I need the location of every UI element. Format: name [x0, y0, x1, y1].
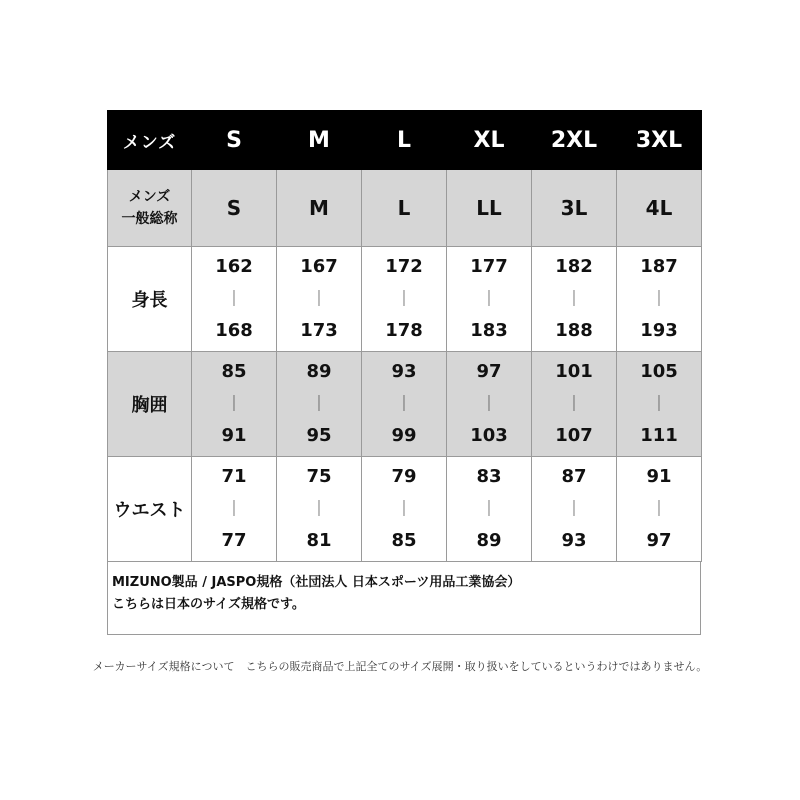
header-label: メンズ	[108, 111, 192, 170]
range-separator: ｜	[650, 289, 667, 308]
range-min: 93	[391, 361, 417, 382]
range-cell	[447, 247, 532, 352]
header-size: L	[362, 111, 447, 170]
range-max: 188	[555, 320, 593, 341]
row-label: ウエスト	[108, 457, 192, 562]
range-min: 79	[391, 466, 417, 487]
range-max: 178	[385, 320, 423, 341]
standard-note	[107, 562, 701, 635]
general-label	[108, 170, 192, 247]
range-separator: ｜	[565, 499, 582, 518]
range-max: 81	[306, 530, 332, 551]
note-line-japan: こちらは日本のサイズ規格です。	[112, 597, 305, 612]
range-cell	[362, 352, 447, 457]
general-size: L	[362, 170, 447, 247]
general-label-line1: メンズ	[128, 189, 171, 205]
range-max: 107	[555, 425, 593, 446]
range-max: 193	[640, 320, 678, 341]
general-size: M	[277, 170, 362, 247]
range-cell	[617, 457, 702, 562]
range-min: 101	[555, 361, 593, 382]
range-cell	[532, 457, 617, 562]
range-cell	[362, 457, 447, 562]
size-chart	[107, 110, 701, 635]
range-separator: ｜	[650, 394, 667, 413]
range-max: 85	[391, 530, 417, 551]
range-cell	[277, 352, 362, 457]
range-cell	[192, 247, 277, 352]
range-min: 87	[561, 466, 587, 487]
height-row	[108, 247, 702, 352]
range-cell	[617, 247, 702, 352]
header-size: M	[277, 111, 362, 170]
range-max: 173	[300, 320, 338, 341]
range-min: 187	[640, 256, 678, 277]
range-max: 77	[221, 530, 247, 551]
range-min: 167	[300, 256, 338, 277]
chest-row	[108, 352, 702, 457]
range-max: 103	[470, 425, 508, 446]
range-min: 172	[385, 256, 423, 277]
range-cell	[532, 352, 617, 457]
general-size: 4L	[617, 170, 702, 247]
range-max: 95	[306, 425, 332, 446]
range-min: 89	[306, 361, 332, 382]
range-max: 97	[646, 530, 672, 551]
range-min: 91	[646, 466, 672, 487]
row-label: 胸囲	[108, 352, 192, 457]
size-table	[107, 110, 702, 562]
range-separator: ｜	[395, 289, 412, 308]
general-size: 3L	[532, 170, 617, 247]
range-separator: ｜	[480, 394, 497, 413]
range-min: 71	[221, 466, 247, 487]
general-label-line2: 一般総称	[121, 211, 178, 227]
range-cell	[192, 352, 277, 457]
general-size: LL	[447, 170, 532, 247]
footer-disclaimer: メーカーサイズ規格について こちらの販売商品で上記全てのサイズ展開・取り扱いをしているというわけではありません。	[92, 660, 708, 673]
range-separator: ｜	[225, 499, 242, 518]
range-separator: ｜	[480, 499, 497, 518]
range-cell	[192, 457, 277, 562]
range-max: 89	[476, 530, 502, 551]
range-max: 91	[221, 425, 247, 446]
range-cell	[277, 247, 362, 352]
range-separator: ｜	[225, 289, 242, 308]
general-size: S	[192, 170, 277, 247]
range-cell	[277, 457, 362, 562]
range-min: 105	[640, 361, 678, 382]
range-separator: ｜	[310, 394, 327, 413]
header-size: XL	[447, 111, 532, 170]
range-min: 162	[215, 256, 253, 277]
range-min: 75	[306, 466, 332, 487]
header-row	[108, 111, 702, 170]
header-size: S	[192, 111, 277, 170]
range-max: 111	[640, 425, 678, 446]
range-cell	[532, 247, 617, 352]
range-cell	[447, 457, 532, 562]
range-separator: ｜	[480, 289, 497, 308]
range-separator: ｜	[650, 499, 667, 518]
range-max: 183	[470, 320, 508, 341]
range-min: 85	[221, 361, 247, 382]
range-separator: ｜	[565, 289, 582, 308]
header-size: 2XL	[532, 111, 617, 170]
range-min: 182	[555, 256, 593, 277]
waist-row	[108, 457, 702, 562]
range-min: 177	[470, 256, 508, 277]
range-cell	[362, 247, 447, 352]
range-separator: ｜	[310, 499, 327, 518]
range-separator: ｜	[395, 499, 412, 518]
range-cell	[447, 352, 532, 457]
range-max: 99	[391, 425, 417, 446]
header-size: 3XL	[617, 111, 702, 170]
general-size-row	[108, 170, 702, 247]
range-cell	[617, 352, 702, 457]
range-min: 97	[476, 361, 502, 382]
range-max: 93	[561, 530, 587, 551]
note-line-standard: MIZUNO製品 / JASPO規格（社団法人 日本スポーツ用品工業協会）	[112, 575, 521, 590]
row-label: 身長	[108, 247, 192, 352]
range-separator: ｜	[395, 394, 412, 413]
range-min: 83	[476, 466, 502, 487]
range-separator: ｜	[225, 394, 242, 413]
range-separator: ｜	[310, 289, 327, 308]
range-max: 168	[215, 320, 253, 341]
range-separator: ｜	[565, 394, 582, 413]
